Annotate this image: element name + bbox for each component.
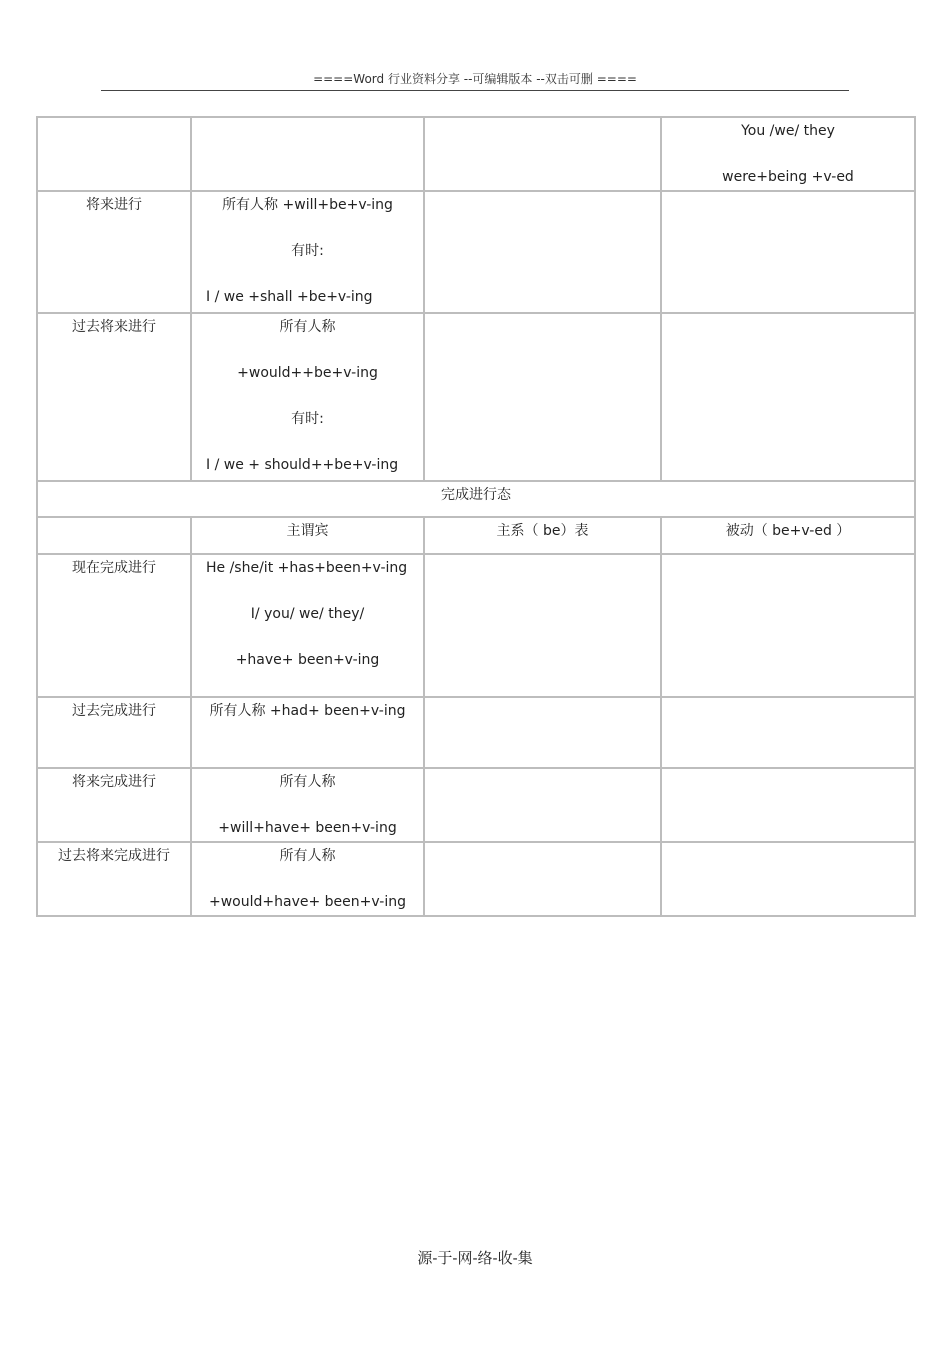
column-header: 主系（ be）表 [424, 517, 661, 554]
table-cell [424, 768, 661, 842]
table-cell [37, 517, 191, 554]
cell-text: were+being +v-ed [722, 169, 854, 185]
table-cell [191, 842, 424, 916]
cell-text: 所有人称 +will+be+v-ing [222, 197, 393, 213]
table-cell [191, 554, 424, 697]
table-cell [191, 697, 424, 768]
table-row [37, 697, 915, 768]
table-row [37, 842, 915, 916]
table-cell [661, 117, 915, 191]
table-cell [191, 313, 424, 481]
cell-text: 所有人称 [279, 319, 336, 335]
table-row [37, 517, 915, 554]
column-header: 主谓宾 [191, 517, 424, 554]
table-cell [661, 768, 915, 842]
row-label: 过去将来完成进行 [37, 842, 191, 916]
table-row [37, 481, 915, 517]
table-cell [661, 191, 915, 313]
row-label: 将来进行 [37, 191, 191, 313]
table-cell [424, 191, 661, 313]
header-rule [101, 90, 849, 91]
table-cell [661, 313, 915, 481]
row-label: 过去完成进行 [37, 697, 191, 768]
cell-text: He /she/it +has+been+v-ing [206, 560, 408, 576]
table-cell [424, 842, 661, 916]
page-footer: 源-于-网-络-收-集 [417, 1249, 533, 1267]
table-cell [191, 768, 424, 842]
section-title: 完成进行态 [37, 481, 915, 517]
cell-text: +would++be+v-ing [237, 365, 378, 381]
table-row [37, 768, 915, 842]
cell-text: 有时: [291, 411, 324, 427]
cell-text: +will+have+ been+v-ing [218, 820, 397, 836]
cell-text: I / we +shall +be+v-ing [206, 289, 373, 305]
table-cell [424, 554, 661, 697]
table-cell [37, 117, 191, 191]
table-row [37, 191, 915, 313]
cell-text: 所有人称 [279, 774, 336, 790]
cell-text: 所有人称 [279, 848, 336, 864]
page-header: ====Word 行业资料分享 --可编辑版本 --双击可删 ==== [313, 72, 637, 86]
tense-table [36, 116, 916, 917]
cell-text: You /we/ they [741, 123, 835, 139]
table-cell [661, 554, 915, 697]
table-cell [191, 117, 424, 191]
row-label: 过去将来进行 [37, 313, 191, 481]
table-row [37, 554, 915, 697]
table-cell [424, 697, 661, 768]
cell-text: I / we + should++be+v-ing [206, 457, 399, 473]
cell-text: +would+have+ been+v-ing [209, 894, 406, 910]
row-label: 现在完成进行 [37, 554, 191, 697]
cell-text: I/ you/ we/ they/ [250, 606, 365, 622]
cell-text: +have+ been+v-ing [235, 652, 380, 668]
column-header: 被动（ be+v-ed ） [661, 517, 915, 554]
table-row [37, 313, 915, 481]
table-cell [424, 117, 661, 191]
table-cell [661, 842, 915, 916]
cell-text: 所有人称 +had+ been+v-ing [209, 703, 406, 719]
table-cell [661, 697, 915, 768]
table-cell [424, 313, 661, 481]
table-cell [191, 191, 424, 313]
row-label: 将来完成进行 [37, 768, 191, 842]
cell-text: 有时: [291, 243, 324, 259]
table-row [37, 117, 915, 191]
